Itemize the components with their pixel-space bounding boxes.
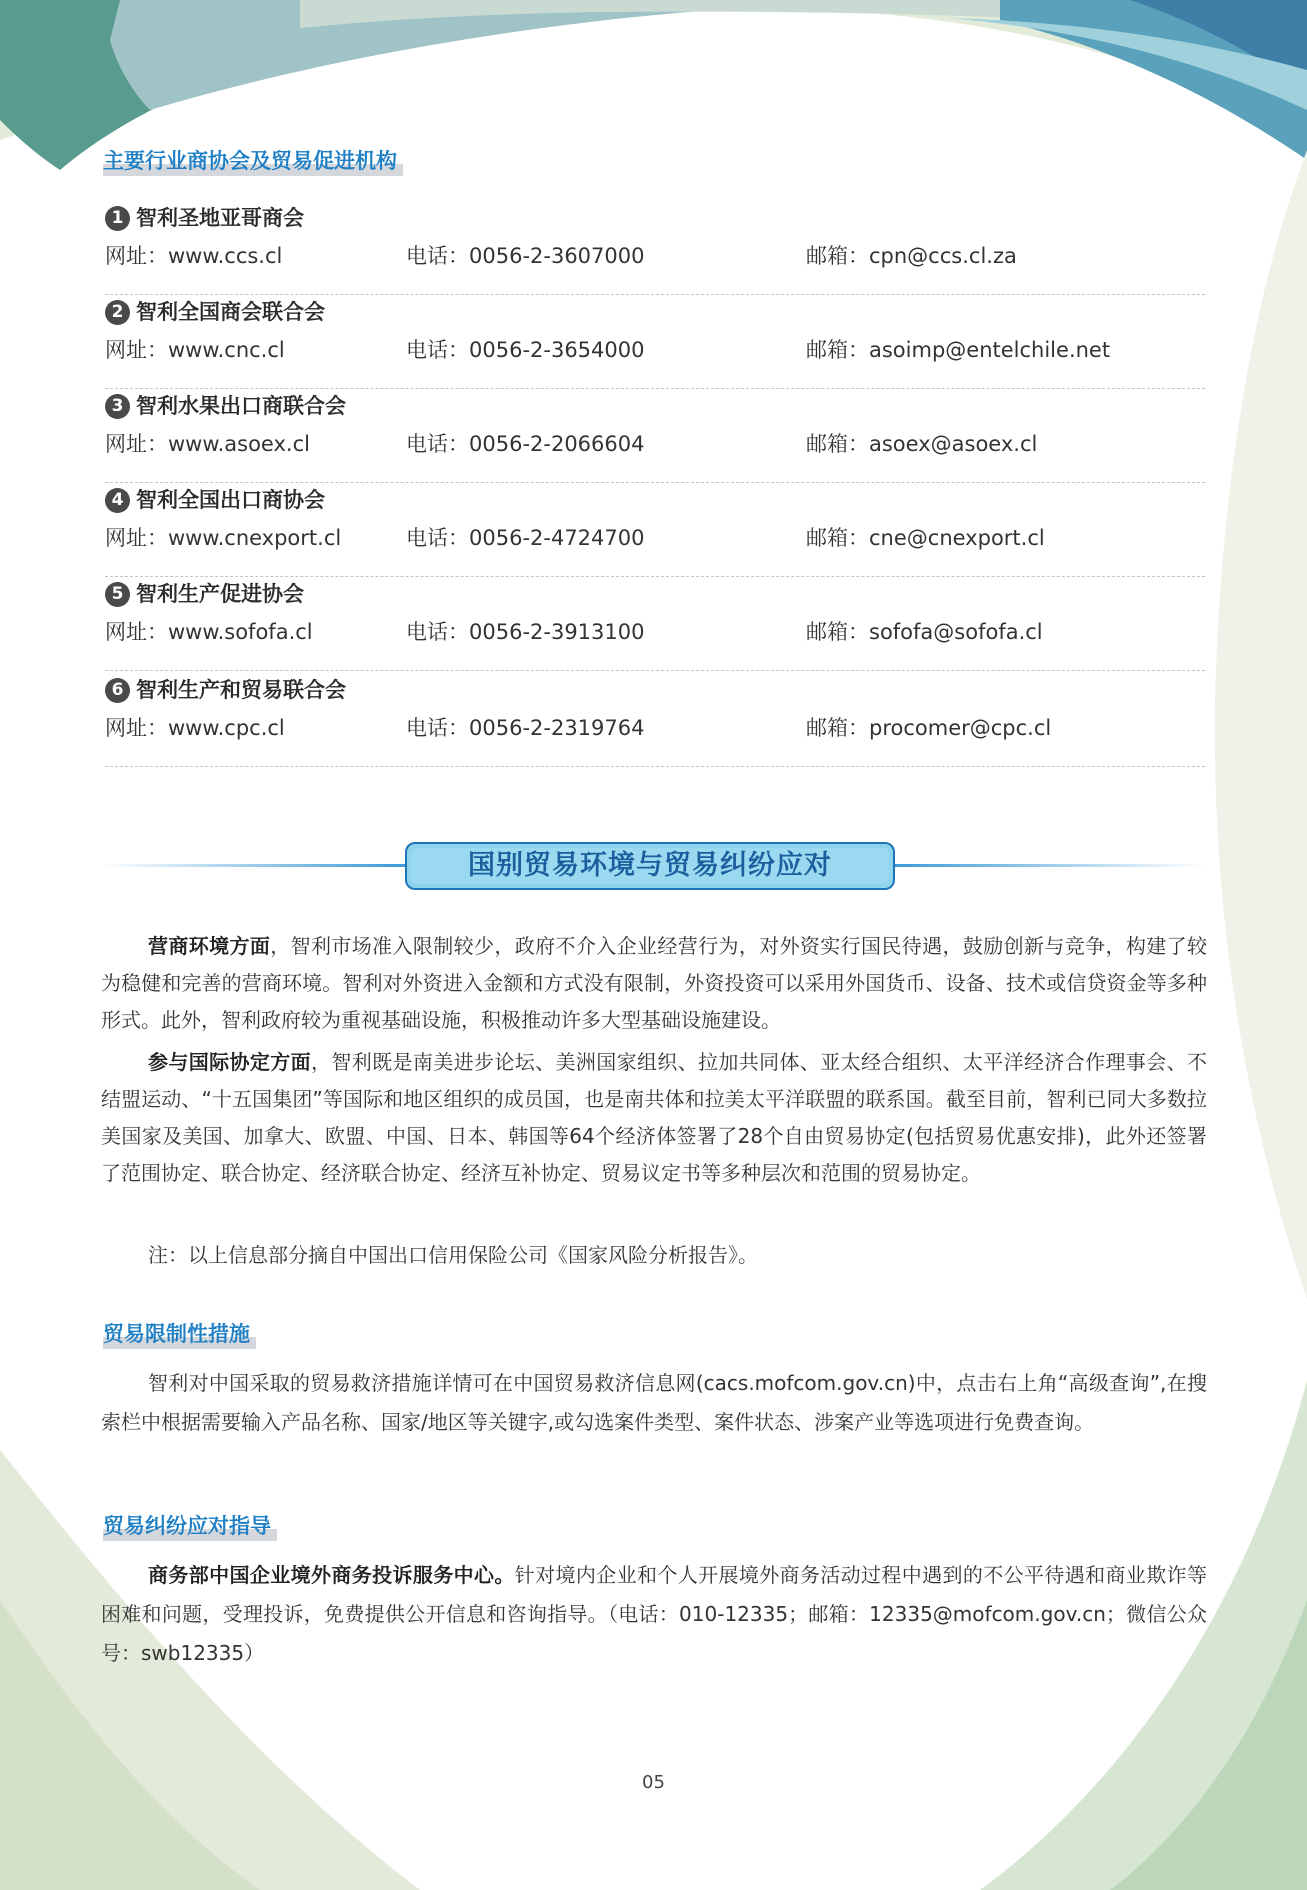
paragraph-lead: 营商环境方面 [148,934,271,958]
org-email[interactable]: 邮箱：procomer@cpc.cl [806,716,1052,740]
org-name-text: 智利圣地亚哥商会 [136,206,304,230]
org-name-text: 智利生产和贸易联合会 [136,678,346,702]
org-phone: 电话：0056-2-2319764 [406,716,645,740]
paragraph-lead: 参与国际协定方面 [148,1050,311,1074]
org-phone: 电话：0056-2-4724700 [406,526,645,550]
agreements-paragraph [101,1044,1207,1192]
org-item [105,482,1205,577]
section-title-text: 贸易纠纷应对指导 [103,1514,271,1538]
org-name [105,484,325,516]
banner-line-right [891,864,1206,867]
banner-line-left [100,864,405,867]
paragraph-text: 智利对中国采取的贸易救济措施详情可在中国贸易救济信息网(cacs.mofcom.gov.cn)中，点击右上角“高级查询”,在搜索栏中根据需要输入产品名称、国家/地区等关键字,或勾选案件类型、案件状态、涉案产业等选项进行免费查询。 [101,1371,1207,1434]
org-phone: 电话：0056-2-3654000 [406,338,645,362]
paragraph-lead: 商务部中国企业境外商务投诉服务中心。 [148,1563,515,1587]
org-website[interactable]: 网址：www.ccs.cl [105,244,283,268]
org-name [105,578,304,610]
paragraph-text: 针对境内企业和个人开展境外商务活动过程中遇到的不公平待遇和商业欺诈等困难和问题，受理投诉，免费提供公开信息和咨询指导。（电话：010-12335；邮箱：12335@mofcom.gov.cn；微信公众号：swb12335） [101,1563,1208,1665]
org-email[interactable]: 邮箱：cne@cnexport.cl [806,526,1045,550]
section-title-restriction [103,1319,250,1349]
section-title-associations [103,146,397,176]
org-name-text: 智利水果出口商联合会 [136,394,346,418]
org-email[interactable]: 邮箱：cpn@ccs.cl.za [806,244,1017,268]
org-website[interactable]: 网址：www.cpc.cl [105,716,285,740]
org-name-text: 智利全国商会联合会 [136,300,325,324]
paragraph-text: ，智利既是南美进步论坛、美洲国家组织、拉加共同体、亚太经合组织、太平洋经济合作理事会、不结盟运动、“十五国集团”等国际和地区组织的成员国，也是南共体和拉美太平洋联盟的联系国。截至目前，智利已同大多数拉美国家及美国、加拿大、欧盟、中国、日本、韩国等64个经济体签署了28个自由贸易协定(包括贸易优惠安排)，此外还签署了范围协定、联合协定、经济联合协定、经济互补协定、贸易议定书等多种层次和范围的贸易协定。 [101,1050,1208,1185]
org-website[interactable]: 网址：www.cnc.cl [105,338,285,362]
org-name-text: 智利生产促进协会 [136,582,304,606]
org-item [105,672,1205,767]
org-email[interactable]: 邮箱：asoex@asoex.cl [806,432,1038,456]
org-phone: 电话：0056-2-3913100 [406,620,645,644]
org-item [105,388,1205,483]
paragraph-text: ，智利市场准入限制较少，政府不介入企业经营行为，对外资实行国民待遇，鼓励创新与竞争，构建了较为稳健和完善的营商环境。智利对外资进入金额和方式没有限制，外资投资可以采用外国货币、设备、技术或信贷资金等多种形式。此外，智利政府较为重视基础设施，积极推动许多大型基础设施建设。 [101,934,1208,1032]
org-name [105,202,304,234]
org-name-text: 智利全国出口商协会 [136,488,325,512]
number-badge: 3 [105,394,130,419]
org-item [105,294,1205,389]
page-number: 05 [642,1772,665,1793]
org-email[interactable]: 邮箱：asoimp@entelchile.net [806,338,1111,362]
number-badge: 6 [105,678,130,703]
org-phone: 电话：0056-2-2066604 [406,432,645,456]
org-website[interactable]: 网址：www.cnexport.cl [105,526,342,550]
source-note: 注：以上信息部分摘自中国出口信用保险公司《国家风险分析报告》。 [148,1243,758,1267]
org-email[interactable]: 邮箱：sofofa@sofofa.cl [806,620,1043,644]
dispute-paragraph [101,1556,1207,1673]
section-title-text: 贸易限制性措施 [103,1322,250,1346]
number-badge: 5 [105,582,130,607]
number-badge: 2 [105,300,130,325]
org-item [105,200,1205,295]
business-environment-paragraph [101,928,1207,1039]
section-title-dispute [103,1511,271,1541]
org-name [105,674,346,706]
org-name [105,390,346,422]
number-badge: 4 [105,488,130,513]
org-phone: 电话：0056-2-3607000 [406,244,645,268]
org-website[interactable]: 网址：www.asoex.cl [105,432,310,456]
org-website[interactable]: 网址：www.sofofa.cl [105,620,313,644]
section-banner [405,842,895,890]
banner-title: 国别贸易环境与贸易纠纷应对 [411,848,889,884]
org-name [105,296,325,328]
section-title-text: 主要行业商协会及贸易促进机构 [103,149,397,173]
number-badge: 1 [105,206,130,231]
org-item [105,576,1205,671]
restriction-paragraph [101,1364,1207,1442]
